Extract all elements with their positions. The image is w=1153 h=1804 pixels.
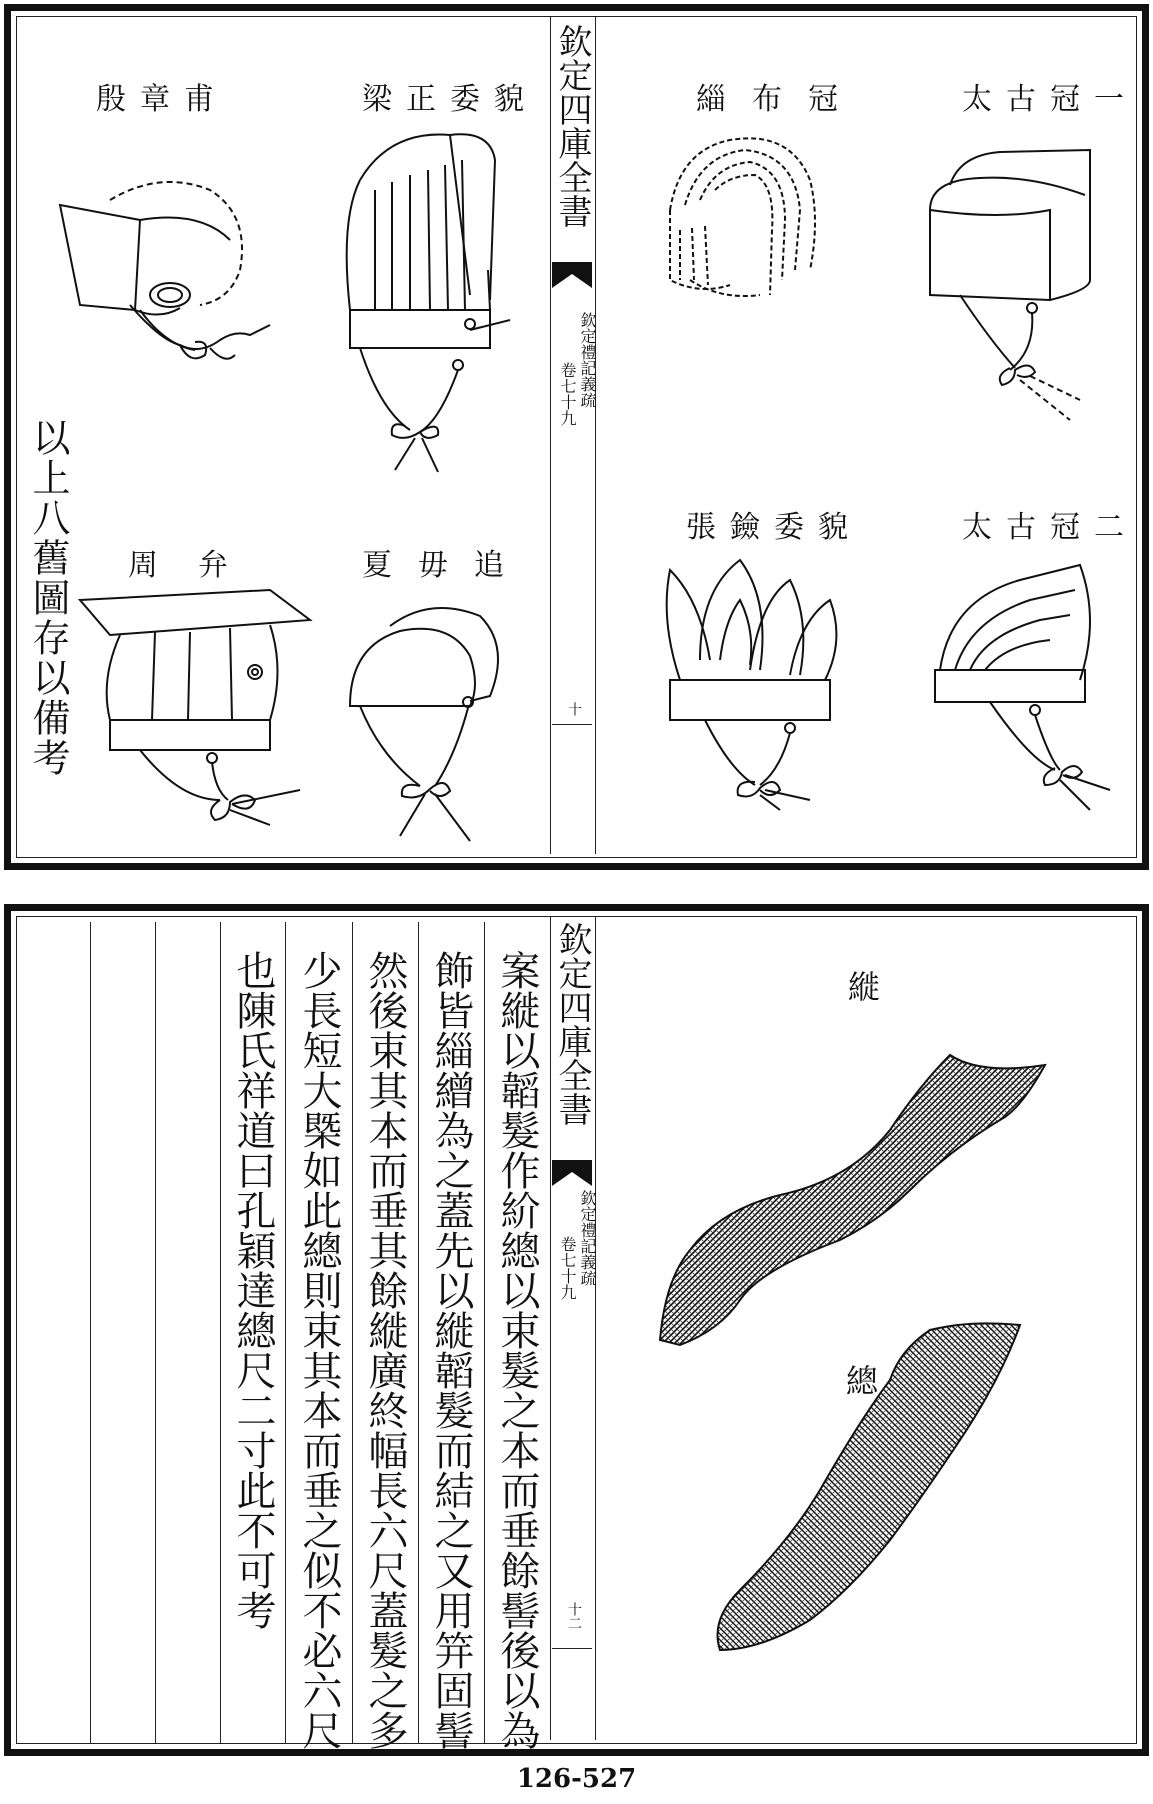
top-spine-volume: 卷七十九 [558,362,577,426]
bottom-spine-subtitle: 欽定禮記義疏 [578,1190,597,1286]
bottom-spine-volume: 卷七十九 [558,1236,577,1300]
text-column-3: 然後束其本而垂其餘縰廣終幅長六尺蓋髮之多 [362,950,408,1750]
zhang-weimao-hat-illustration [660,560,850,810]
text-column-4: 少長短大槩如此總則束其本而垂之似不必六尺 [296,950,342,1750]
bottom-spine-fishtail-icon [552,1160,592,1186]
taigu-guan-2-hat-illustration [930,560,1120,810]
liang-weimao-hat-illustration [320,120,520,480]
label-zhang-weimao: 張鐱委貌 [686,510,862,545]
bottom-spine-divider [552,1648,592,1649]
label-xia-mouzhui: 夏毋追 [362,548,530,583]
bottom-spine-folio: 十二 [566,1602,582,1630]
top-spine-book-title: 欽定四庫全書 [552,24,592,228]
zhou-bian-hat-illustration [70,590,320,830]
top-spine-divider [552,724,592,725]
top-spine-folio: 十 [566,702,582,716]
xi-cloth-illustration [650,1050,1060,1350]
taigu-guan-1-hat-illustration [920,140,1110,440]
text-column-2: 飾皆緇繒為之蓋先以縰韜髮而結之又用笄固髻 [428,950,474,1750]
text-column-1: 案縰以韜髮作紒總以束髮之本而垂餘髻後以為 [494,950,540,1750]
zibu-guan-hat-illustration [660,130,830,310]
label-yin-zhangfu: 殷章甫 [96,82,228,117]
text-column-5: 也陳氏祥道曰孔穎達總尺二寸此不可考 [230,950,276,1630]
label-taigu-guan-1: 太古冠一 [962,82,1138,117]
note-eight-old-figures: 以上八舊圖存以備考 [26,418,70,778]
label-xi: 縰 [848,968,881,1006]
page-number: 126-527 [516,1764,637,1794]
bottom-spine-book-title: 欽定四庫全書 [552,922,592,1126]
top-spine-subtitle: 欽定禮記義疏 [578,312,597,408]
label-zhou-bian: 周弁 [128,548,268,583]
label-zibu-guan: 緇布冠 [696,82,864,117]
label-liang-weimao: 梁正委貌 [362,82,538,117]
top-spine-fishtail-icon [552,262,592,288]
zhangfu-hat-illustration [50,170,280,380]
zong-cloth-illustration [700,1320,1040,1660]
label-taigu-guan-2: 太古冠二 [962,510,1138,545]
label-zong: 總 [846,1362,879,1400]
xia-mouzhui-hat-illustration [340,596,530,846]
